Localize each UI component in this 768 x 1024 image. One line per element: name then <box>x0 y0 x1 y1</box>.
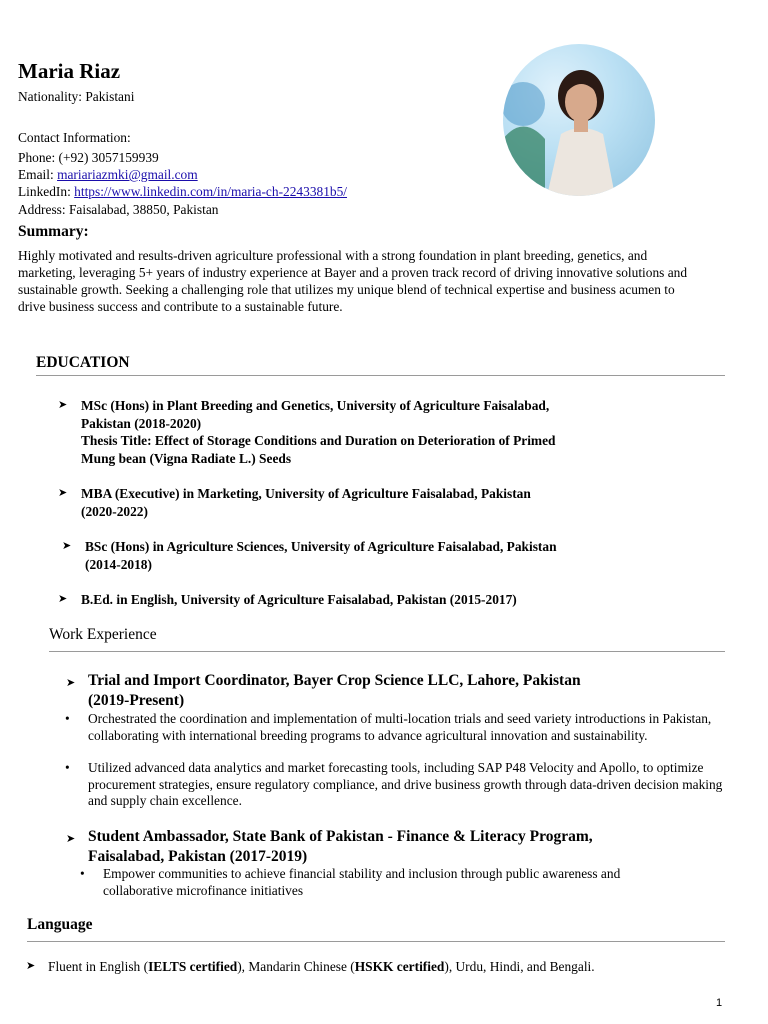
profile-photo <box>503 44 655 196</box>
email-row <box>18 166 198 183</box>
phone: Phone: (+92) 3057159939 <box>18 150 159 165</box>
list-item: • Orchestrated the coordination and implementation of multi-location trials and seed variety introductions in Pakistan, collaborating with international breeding programs to advance agricultural innovation and sustainability. <box>65 711 712 743</box>
list-item: • Utilized advanced data analytics and market forecasting tools, including SAP P48 Velocity and Apollo, to optimize procurement strategies, ensure regulatory compliance, and drive business growth through data-driven decision making and supply chain excellence. <box>65 760 723 808</box>
arrowhead-bullet-icon: ➤ <box>66 833 76 845</box>
linkedin-row <box>18 183 347 200</box>
profile-photo-illustration <box>503 44 655 196</box>
summary-text: Highly motivated and results-driven agriculture professional with a strong foundation in plant breeding, genetics, and marketing, leveraging 5+ years of industry experience at Bayer and a proven track record of driving innovative solutions and sustainable growth. Seeking a challenging role that utilizes my unique blend of technical expertise and business acumen to drive business success and contribute to a sustainable future. <box>18 248 688 314</box>
arrowhead-bullet-icon: ➤ <box>58 399 68 411</box>
address: Address: Faisalabad, 38850, Pakistan <box>18 202 219 217</box>
arrowhead-bullet-icon: ➤ <box>26 960 36 972</box>
language-divider <box>27 941 725 942</box>
arrowhead-bullet-icon: ➤ <box>58 487 68 499</box>
page-number: 1 <box>716 997 723 1009</box>
bullet-dot-icon: • <box>65 760 70 775</box>
arrowhead-bullet-icon: ➤ <box>66 677 76 689</box>
bullet-dot-icon: • <box>80 866 85 881</box>
list-item: • Empower communities to achieve financial stability and inclusion through public awareness and collaborative microfinance initiatives <box>80 866 621 898</box>
arrowhead-bullet-icon: ➤ <box>62 540 72 552</box>
contact-title: Contact Information: <box>18 130 131 145</box>
arrowhead-bullet-icon: ➤ <box>58 593 68 605</box>
education-heading: EDUCATION <box>36 354 130 371</box>
job-title: ➤ Student Ambassador, State Bank of Pakistan - Finance & Literacy Program, Faisalabad, Pakistan (2017-2019) <box>66 828 593 865</box>
summary-heading: Summary: <box>18 223 89 240</box>
language-item: ➤ Fluent in English (IELTS certified), Mandarin Chinese (HSKK certified), Urdu, Hindi, and Bengali. <box>26 959 595 974</box>
linkedin-link[interactable]: https://www.linkedin.com/in/maria-ch-2243381b5/ <box>74 184 348 199</box>
work-divider <box>49 651 725 652</box>
education-divider <box>36 375 725 376</box>
education-item: ➤ MBA (Executive) in Marketing, University of Agriculture Faisalabad, Pakistan (2020-2022) <box>58 486 531 519</box>
work-heading: Work Experience <box>49 626 157 643</box>
job-title: ➤ Trial and Import Coordinator, Bayer Crop Science LLC, Lahore, Pakistan (2019-Present) <box>66 672 581 709</box>
education-item: ➤ B.Ed. in English, University of Agriculture Faisalabad, Pakistan (2015-2017) <box>58 592 517 607</box>
language-heading: Language <box>27 916 93 933</box>
email-label: Email: <box>18 167 58 182</box>
bullet-dot-icon: • <box>65 711 70 726</box>
email-link[interactable]: mariariazmki@gmail.com <box>57 167 198 182</box>
education-item: ➤ MSc (Hons) in Plant Breeding and Genetics, University of Agriculture Faisalabad, Pakistan (2018-2020) Thesis Title: Effect of Storage Conditions and Duration on Deterioration of Primed Mung bean (Vigna Radiate L.) Seeds <box>58 398 556 466</box>
candidate-name: Maria Riaz <box>18 59 121 83</box>
nationality: Nationality: Pakistani <box>18 89 135 104</box>
education-item: ➤ BSc (Hons) in Agriculture Sciences, University of Agriculture Faisalabad, Pakistan (2014-2018) <box>62 539 557 572</box>
linkedin-label: LinkedIn: <box>18 184 75 199</box>
